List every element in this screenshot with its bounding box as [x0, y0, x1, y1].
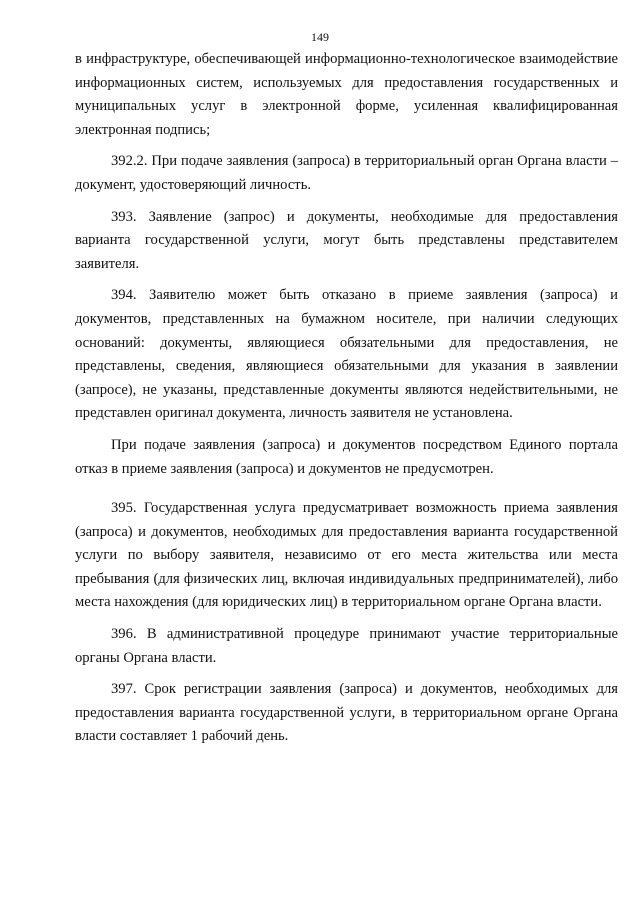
paragraph-392-2: 392.2. При подаче заявления (запроса) в территориальный орган Органа власти – документ, удостоверяющий личность. [75, 153, 618, 193]
paragraph-393: 393. Заявление (запрос) и документы, необходимые для предоставления варианта государственной услуги, могут быть представлены представителем заявителя. [75, 208, 618, 272]
paragraph-395: 395. Государственная услуга предусматривает возможность приема заявления (запроса) и документов, необходимых для предоставления варианта государственной услуги по выбору заявителя, независимо от его места жительства или места пребывания (для физических лиц, включая индивидуальных предпринимателей), либо места нахождения (для юридических лиц) в территориальном органе Органа власти. [75, 500, 618, 611]
paragraph-397: 397. Срок регистрации заявления (запроса) и документов, необходимых для предоставления варианта государственной услуги, в территориальном органе Органа власти составляет 1 рабочий день. [75, 681, 618, 745]
paragraph-portal-note: При подаче заявления (запроса) и документов посредством Единого портала отказ в приеме заявления (запроса) и документов не предусмотрен. [75, 436, 618, 477]
paragraph-continuation: в инфраструктуре, обеспечивающей информационно-технологическое взаимодействие информационных систем, используемых для предоставления государственных и муниципальных услуг в электронной форме, усиленная квалифицированная электронная подпись; [75, 51, 618, 138]
paragraph-396: 396. В административной процедуре принимают участие территориальные органы Органа власти. [75, 626, 618, 666]
document-body [75, 48, 618, 749]
paragraph-394: 394. Заявителю может быть отказано в приеме заявления (запроса) и документов, представленных на бумажном носителе, при наличии следующих оснований: документы, являющиеся обязательными для предоставления, не представлены, сведения, являющиеся обязательными для указания в заявлении (запросе), не указаны, представленные документы являются недействительными, не представлен оригинал документа, личность заявителя не установлена. [75, 287, 618, 422]
page-number: 149 [311, 30, 329, 44]
